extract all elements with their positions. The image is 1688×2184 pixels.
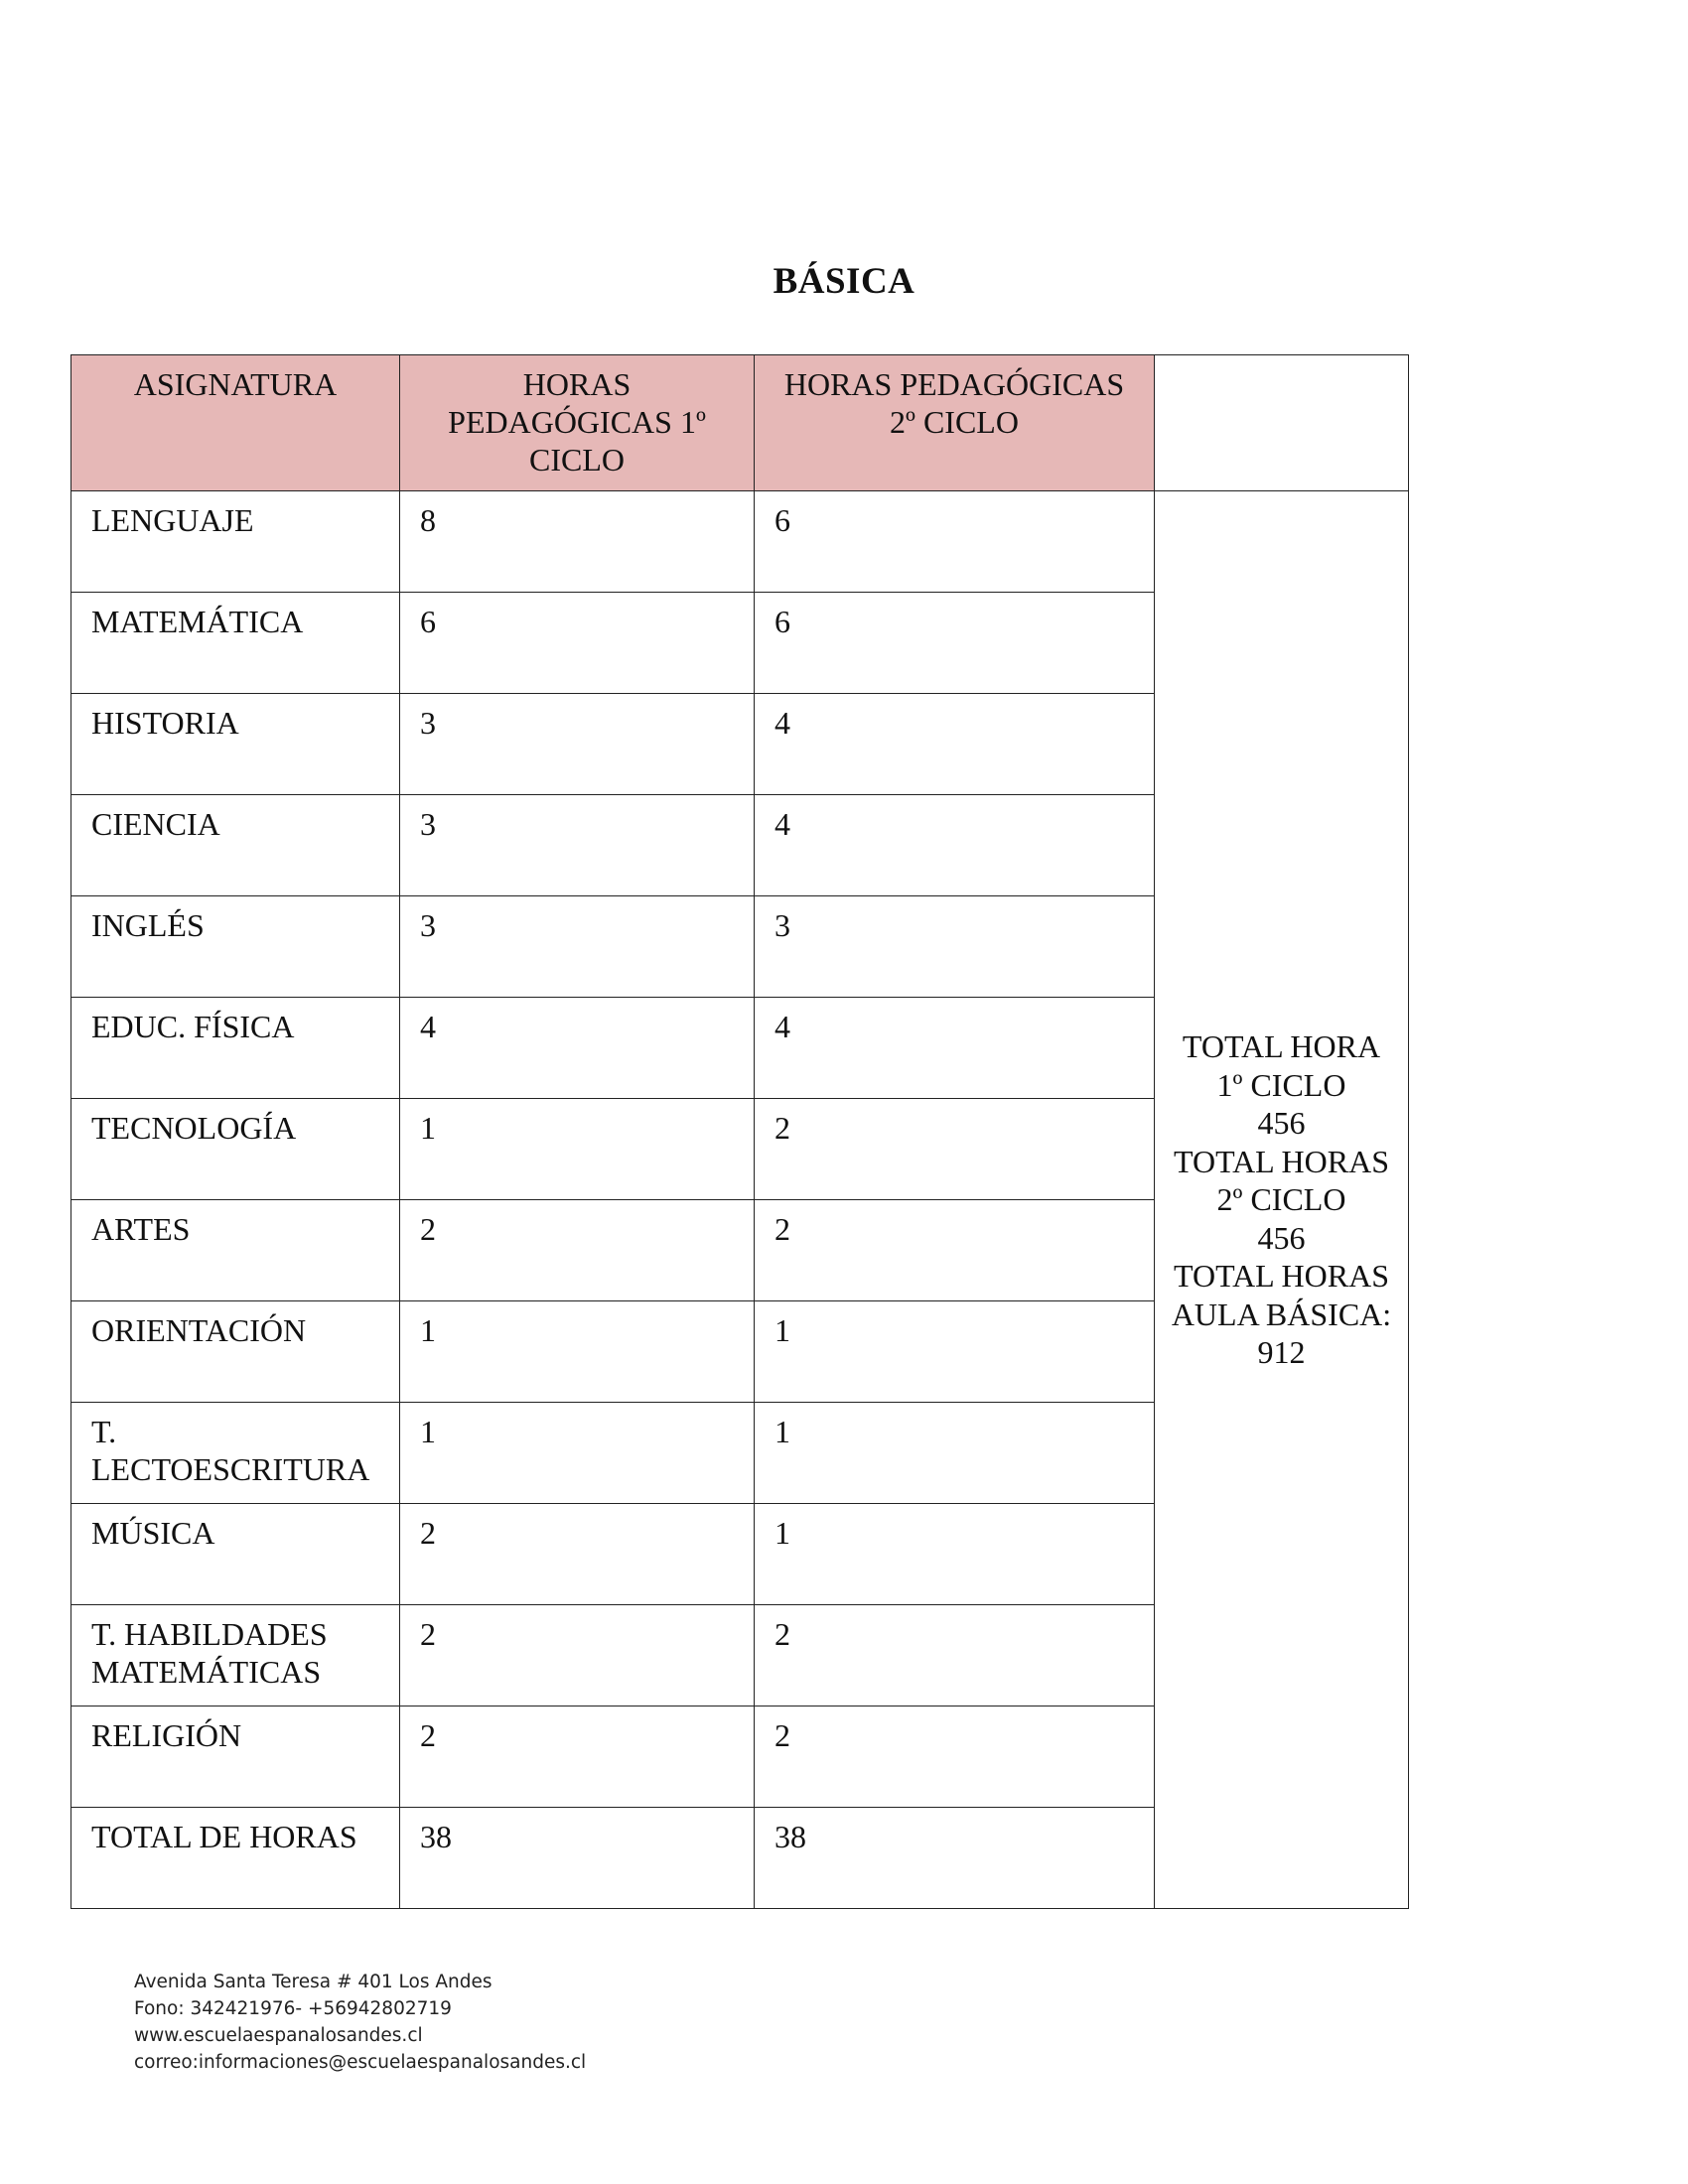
summary-cycle2-label: TOTAL HORAS 2º CICLO: [1174, 1143, 1389, 1218]
cycle2-hours-cell: 4: [755, 795, 1155, 896]
summary-total-label: TOTAL HORAS AULA BÁSICA:: [1171, 1258, 1392, 1332]
table-header-row: [71, 355, 1409, 491]
cycle2-hours-cell: 1: [755, 1504, 1155, 1605]
cycle2-hours-cell: 1: [755, 1403, 1155, 1504]
cycle1-hours-cell: 2: [400, 1504, 755, 1605]
cycle2-hours-cell: 38: [755, 1808, 1155, 1909]
cycle2-hours-cell: 6: [755, 491, 1155, 593]
cycle1-hours-cell: 1: [400, 1099, 755, 1200]
cycle1-hours-cell: 6: [400, 593, 755, 694]
subject-cell: CIENCIA: [71, 795, 400, 896]
subject-cell: ORIENTACIÓN: [71, 1301, 400, 1403]
footer-contact: [134, 1969, 586, 2076]
cycle1-hours-cell: 3: [400, 694, 755, 795]
footer-address: Avenida Santa Teresa # 401 Los Andes: [134, 1972, 492, 1992]
footer-email: correo:informaciones@escuelaespanalosandes.cl: [134, 2052, 587, 2073]
subject-cell: RELIGIÓN: [71, 1706, 400, 1808]
cycle1-hours-cell: 2: [400, 1706, 755, 1808]
summary-cycle1-value: 456: [1257, 1105, 1306, 1142]
subject-cell: EDUC. FÍSICA: [71, 998, 400, 1099]
subject-cell: TOTAL DE HORAS: [71, 1808, 400, 1909]
summary-cycle1-label: TOTAL HORA 1º CICLO: [1182, 1028, 1381, 1103]
cycle1-hours-cell: 3: [400, 795, 755, 896]
cycle1-hours-cell: 3: [400, 896, 755, 998]
subject-cell: HISTORIA: [71, 694, 400, 795]
subject-cell: T. HABILDADES MATEMÁTICAS: [71, 1605, 400, 1706]
subject-cell: MÚSICA: [71, 1504, 400, 1605]
cycle1-hours-cell: 2: [400, 1605, 755, 1706]
summary-total-value: 912: [1257, 1334, 1306, 1371]
footer-phone: Fono: 342421976- +56942802719: [134, 1998, 452, 2019]
cycle2-hours-cell: 4: [755, 998, 1155, 1099]
subject-cell: LENGUAJE: [71, 491, 400, 593]
cycle2-hours-cell: 3: [755, 896, 1155, 998]
cycle1-hours-cell: 8: [400, 491, 755, 593]
cycle1-hours-cell: 38: [400, 1808, 755, 1909]
cycle2-hours-cell: 2: [755, 1099, 1155, 1200]
footer-website: www.escuelaespanalosandes.cl: [134, 2025, 423, 2046]
subject-cell: TECNOLOGÍA: [71, 1099, 400, 1200]
cycle1-hours-cell: 1: [400, 1301, 755, 1403]
hours-table: [70, 354, 1409, 1909]
cycle2-hours-cell: 1: [755, 1301, 1155, 1403]
cycle1-hours-cell: 4: [400, 998, 755, 1099]
subject-cell: MATEMÁTICA: [71, 593, 400, 694]
page-title: BÁSICA: [773, 261, 915, 302]
table-row: [71, 491, 1409, 593]
header-cycle1-hours: HORAS PEDAGÓGICAS 1º CICLO: [400, 355, 755, 491]
summary-cell: [1155, 491, 1409, 1909]
header-total: [1155, 355, 1409, 491]
cycle2-hours-cell: 2: [755, 1200, 1155, 1301]
cycle2-hours-cell: 2: [755, 1605, 1155, 1706]
cycle2-hours-cell: 4: [755, 694, 1155, 795]
subject-cell: ARTES: [71, 1200, 400, 1301]
summary-cycle2-value: 456: [1257, 1219, 1306, 1256]
header-cycle2-hours: HORAS PEDAGÓGICAS 2º CICLO: [755, 355, 1155, 491]
cycle2-hours-cell: 2: [755, 1706, 1155, 1808]
subject-cell: T. LECTOESCRITURA: [71, 1403, 400, 1504]
header-subject: ASIGNATURA: [71, 355, 400, 491]
cycle1-hours-cell: 2: [400, 1200, 755, 1301]
cycle1-hours-cell: 1: [400, 1403, 755, 1504]
cycle2-hours-cell: 6: [755, 593, 1155, 694]
subject-cell: INGLÉS: [71, 896, 400, 998]
